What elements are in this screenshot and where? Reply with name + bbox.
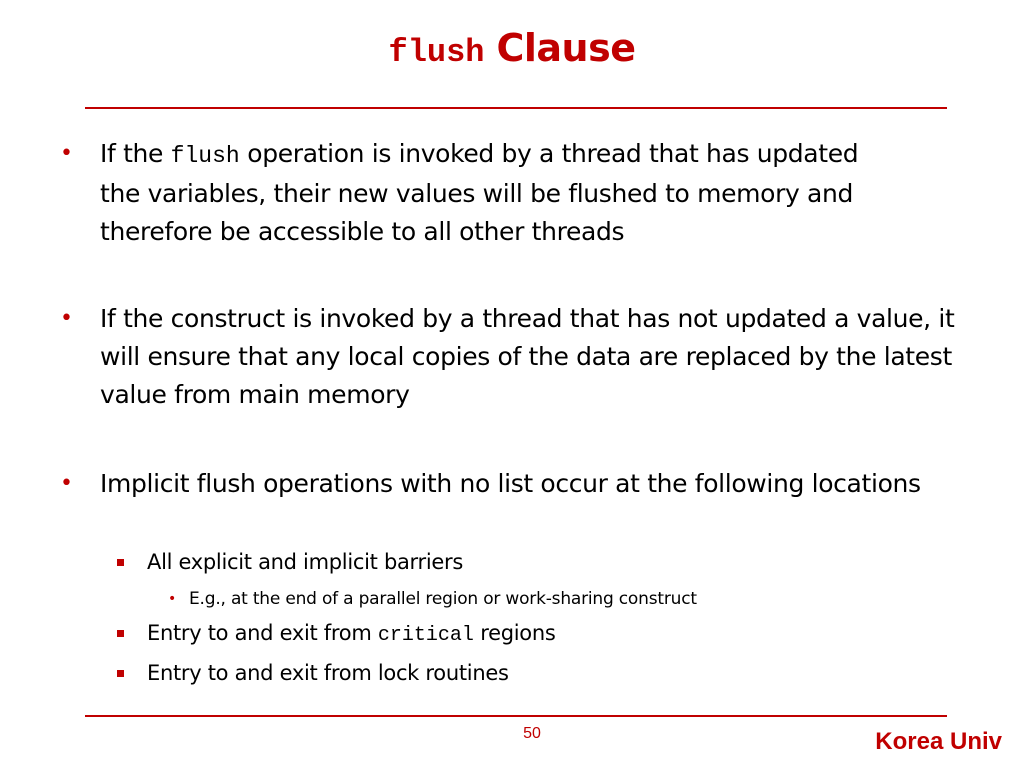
sub-bullet-code-critical: critical xyxy=(377,624,474,647)
bullet-construct-invoked xyxy=(60,300,980,414)
sub-bullet-lock-routines xyxy=(147,658,509,688)
bullet-dot-icon: • xyxy=(60,141,73,166)
bullet-flush-invoked xyxy=(60,135,900,251)
page-number: 50 xyxy=(523,725,541,742)
sub-sub-bullet-text: E.g., at the end of a parallel region or work-sharing construct xyxy=(189,589,697,609)
bullet-text-prefix: If the xyxy=(100,139,171,168)
sub-bullet-text: All explicit and implicit barriers xyxy=(147,550,463,574)
bullet-code-flush: flush xyxy=(170,143,240,169)
bullet-text-rest: operation is invoked by a thread that has updated the variables, their new values will be flushed to memory and therefore be accessible to all other threads xyxy=(100,139,859,246)
square-bullet-icon xyxy=(117,670,124,677)
square-bullet-icon xyxy=(117,559,124,566)
bullet-text: If the construct is invoked by a thread that has not updated a value, it will ensure that any local copies of the data are replaced by the latest value from main memory xyxy=(100,304,955,409)
bullet-dot-icon: • xyxy=(60,306,73,331)
slide-title xyxy=(0,26,1024,71)
title-code: flush xyxy=(388,34,485,71)
footer-institution: Korea Univ xyxy=(875,728,1002,755)
bullet-dot-icon: • xyxy=(60,471,73,496)
sub-sub-bullet-example xyxy=(168,587,697,611)
title-word: Clause xyxy=(496,26,636,70)
bullet-implicit-flush xyxy=(60,465,940,503)
title-divider xyxy=(85,107,947,109)
footer-divider xyxy=(85,715,947,717)
sub-bullet-suffix: regions xyxy=(473,621,556,645)
sub-bullet-text: Entry to and exit from lock routines xyxy=(147,661,509,685)
sub-bullet-prefix: Entry to and exit from xyxy=(147,621,378,645)
bullet-dot-icon: • xyxy=(168,591,177,607)
bullet-text: Implicit flush operations with no list occur at the following locations xyxy=(100,469,921,498)
sub-bullet-critical xyxy=(147,618,556,651)
sub-bullet-barriers xyxy=(147,547,463,577)
square-bullet-icon xyxy=(117,630,124,637)
